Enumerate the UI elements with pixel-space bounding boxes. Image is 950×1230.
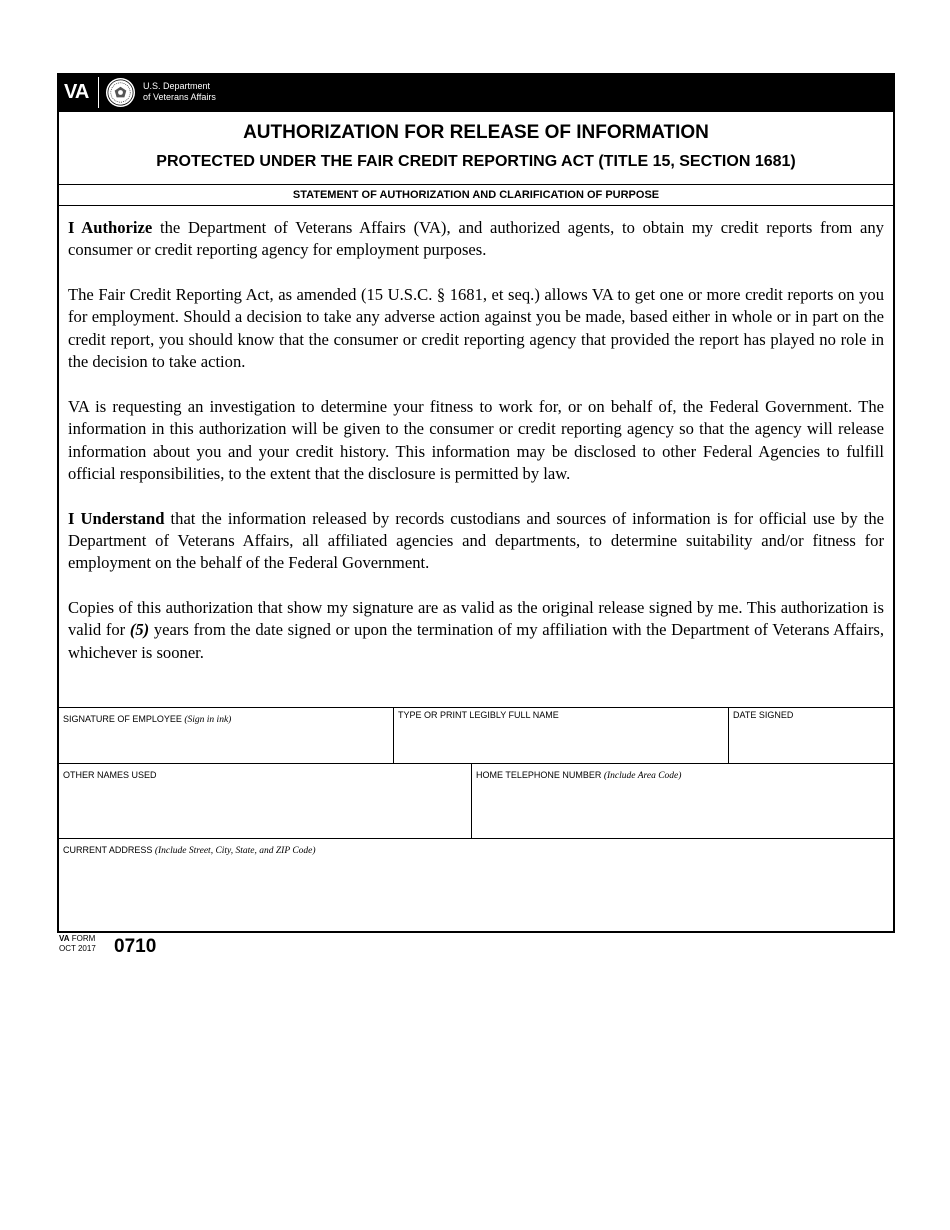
paragraph-fcra: The Fair Credit Reporting Act, as amended (15 U.S.C. § 1681, et seq.) allows VA to get one or more credit reports on you for employment. Should a decision to take any adverse action against you be made, based either in whole or in part on the credit report, you should know that the consumer or credit reporting agency that provided the report has played no role in the decision to take action.: [68, 285, 884, 372]
form-title: AUTHORIZATION FOR RELEASE OF INFORMATION: [243, 122, 709, 143]
current-address-field[interactable]: [59, 839, 893, 931]
home-phone-label: HOME TELEPHONE NUMBER: [476, 770, 604, 780]
date-signed-field[interactable]: [728, 708, 893, 763]
header-divider: [98, 77, 99, 108]
validity-years: (5): [129, 620, 150, 640]
department-line-1: U.S. Department: [143, 81, 211, 91]
home-phone-field[interactable]: [471, 764, 893, 838]
header-bar: [57, 73, 895, 112]
footer-form-word: FORM: [69, 934, 96, 943]
va-seal-icon: [105, 77, 136, 108]
form-subtitle: PROTECTED UNDER THE FAIR CREDIT REPORTING ACT (TITLE 15, SECTION 1681): [156, 153, 796, 170]
footer-va: VA: [59, 934, 70, 943]
signature-hint: (Sign in ink): [184, 715, 232, 725]
signature-label: SIGNATURE OF EMPLOYEE: [63, 714, 185, 724]
address-row: [59, 839, 893, 931]
form-footer: [59, 934, 157, 957]
validity-text-a: Copies of this authorization that show my signature are as valid as the original release signed by me. This authorization is valid for: [68, 598, 884, 640]
signature-row: [59, 708, 893, 764]
paragraph-investigation: VA is requesting an investigation to determine your fitness to work for, or on behalf of, the Federal Government. The information in this authorization will be given to the consumer or credit reporting agency so that the agency will release information about you and your credit history. This information may be disclosed to other Federal Agencies to fulfill official responsibilities, to the extent that the disclosure is permitted by law.: [68, 396, 884, 484]
form-number: 0710: [114, 936, 157, 957]
validity-text-b: years from the date signed or upon the termination of my affiliation with the Department of Veterans Affairs, whichever is sooner.: [68, 620, 884, 662]
department-name: [143, 81, 216, 103]
va-logo: VA: [64, 81, 89, 103]
paragraph-understand: [68, 508, 884, 575]
full-name-field[interactable]: [393, 708, 728, 763]
statement-heading: STATEMENT OF AUTHORIZATION AND CLARIFICATION OF PURPOSE: [59, 185, 893, 206]
authorize-text: the Department of Veterans Affairs (VA), and authorized agents, to obtain my credit reports from any consumer or credit reporting agency for employment purposes.: [68, 218, 884, 260]
form-date: OCT 2017: [59, 944, 96, 953]
paragraph-validity: [68, 597, 884, 664]
signature-field[interactable]: [59, 708, 393, 763]
department-line-2: of Veterans Affairs: [143, 92, 216, 102]
names-phone-row: [59, 764, 893, 839]
current-address-label: CURRENT ADDRESS: [63, 845, 155, 855]
title-block: [59, 112, 893, 185]
va-form: [57, 73, 895, 933]
statement-body: [59, 206, 893, 708]
other-names-label: OTHER NAMES USED: [63, 770, 157, 780]
form-id-label: [59, 934, 96, 944]
authorize-lead: I Authorize: [68, 218, 153, 237]
full-name-label: TYPE OR PRINT LEGIBLY FULL NAME: [398, 710, 559, 720]
home-phone-hint: (Include Area Code): [603, 771, 682, 781]
other-names-field[interactable]: [59, 764, 471, 838]
form-box: [57, 112, 895, 933]
date-signed-label: DATE SIGNED: [733, 710, 794, 720]
current-address-hint: (Include Street, City, State, and ZIP Code): [154, 846, 316, 856]
understand-text: that the information released by records custodians and sources of information is for official use by the Department of Veterans Affairs, all affiliated agencies and departments, to determine suitability and/or fitness for employment on the behalf of the Federal Government.: [68, 508, 884, 573]
understand-lead: I Understand: [68, 508, 165, 528]
paragraph-authorize: [68, 217, 884, 262]
